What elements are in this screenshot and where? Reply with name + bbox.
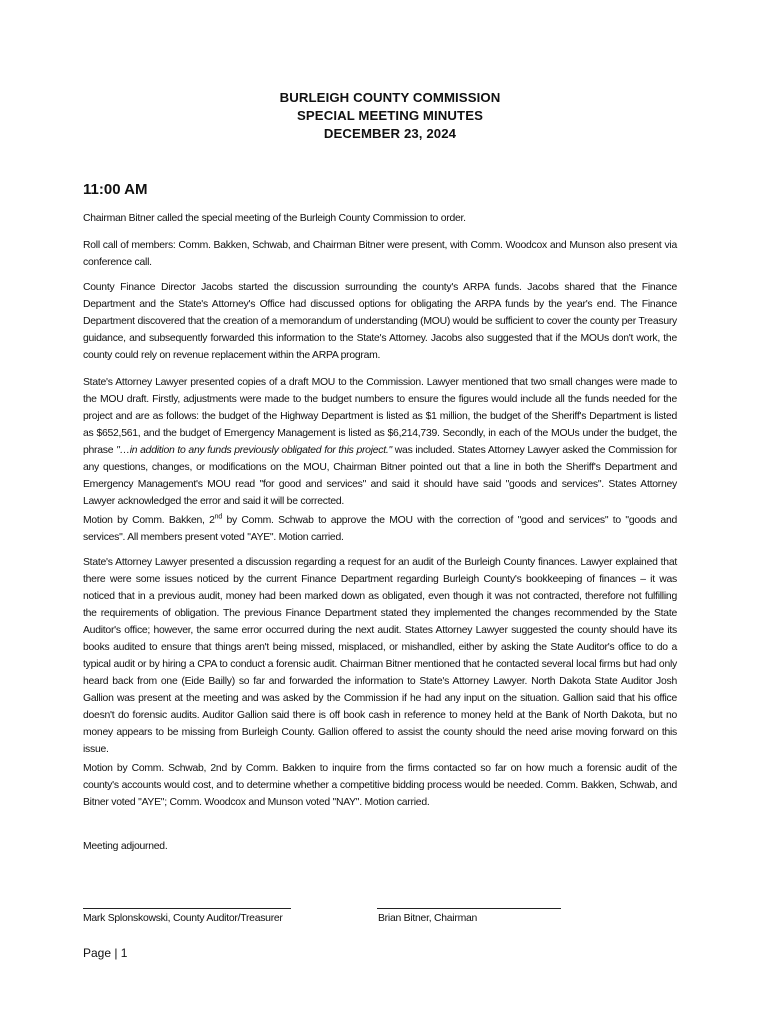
- header-commission-title: BURLEIGH COUNTY COMMISSION: [279, 90, 501, 105]
- page-number: Page | 1: [83, 946, 128, 960]
- motion-mou-text-start: Motion by Comm. Bakken, 2: [83, 515, 215, 526]
- chairman-signature-name: Brian Bitner, Chairman: [378, 913, 478, 924]
- paragraph-motion-mou: [83, 512, 677, 546]
- mou-draft-text-end: was included. States Attorney Lawyer asked the Commission for any questions, changes, or modifications on the MOU, Chairman Bitner pointed out that a line in both the Sheriff's Department and Emergency Management's MOU read "for good and services" and said it should have said "goods and services". States Attorney Lawyer acknowledged the error and said it will be corrected.: [83, 445, 677, 507]
- meeting-time-heading: 11:00 AM: [83, 181, 148, 198]
- mou-draft-quoted-phrase: "…in addition to any funds previously obligated for this project.": [116, 445, 392, 456]
- paragraph-mou-draft: [83, 374, 677, 510]
- paragraph-roll-call: Roll call of members: Comm. Bakken, Schwab, and Chairman Bitner were present, with Comm. Woodcox and Munson also present via conference call.: [83, 240, 677, 268]
- paragraph-motion-audit: Motion by Comm. Schwab, 2nd by Comm. Bakken to inquire from the firms contacted so far on how much a forensic audit of the county's accounts would cost, and to determine whether a competitive bidding process would be needed. Comm. Bakken, Schwab, and Bitner voted "AYE"; Comm. Woodcox and Munson voted "NAY". Motion carried.: [83, 763, 677, 808]
- mou-draft-text-start: State's Attorney Lawyer presented copies of a draft MOU to the Commission. Lawyer mentioned that two small changes were made to the MOU draft. Firstly, adjustments were made to the budget numbers to ensure the figures would include all the funds needed for the project and are as follows: the budget of the Highway Department is listed as $1 million, the budget of the Sheriff's Department is listed as $652,561, and the budget of Emergency Management is listed as $6,214,739. Secondly, in each of the MOUs under the budget, the phrase: [83, 377, 677, 456]
- header-meeting-date: DECEMBER 23, 2024: [323, 126, 457, 141]
- document-header: [0, 89, 770, 143]
- ordinal-suffix: nd: [214, 513, 222, 521]
- auditor-signature-name: Mark Splonskowski, County Auditor/Treasurer: [83, 913, 283, 924]
- motion-mou-text-end: by Comm. Schwab to approve the MOU with the correction of "good and services" to "goods and services". All members present voted "AYE". Motion carried.: [83, 515, 677, 543]
- header-meeting-type: SPECIAL MEETING MINUTES: [297, 108, 483, 123]
- auditor-signature-line: [83, 908, 291, 909]
- paragraph-arpa-funds: County Finance Director Jacobs started the discussion surrounding the county's ARPA funds. Jacobs shared that the Finance Department and the State's Attorney's Office had discussed options for obligating the ARPA funds by the year's end. The Finance Department discovered that the creation of a memorandum of understanding (MOU) would be sufficient to cover the county per Treasury guidance, and subsequently forwarded this information to the State's Attorney. Jacobs also suggested that if the MOUs don't work, the county could rely on revenue replacement within the ARPA program.: [83, 282, 677, 361]
- paragraph-audit-discussion: State's Attorney Lawyer presented a discussion regarding a request for an audit of the Burleigh County finances. Lawyer explained that there were some issues noticed by the current Finance Department regarding Burleigh County's bookkeeping of finances – it was noticed that in a previous audit, money had been marked down as obligated, even though it was not contracted, therefore not fulfilling the requirements of obligation. The previous Finance Department stated they implemented the changes recommended by the State Auditor's office; however, the same error occurred during the next audit. States Attorney Lawyer suggested the county should have its books audited to ensure that things aren't being missed, misplaced, or mishandled, either by asking the State Auditor's office to do a typical audit or by hiring a CPA to conduct a forensic audit. Chairman Bitner mentioned that he contacted several local firms but had only heard back from one (Eide Bailly) so far and forwarded the information to State's Attorney Lawyer. North Dakota State Auditor Josh Gallion was present at the meeting and was asked by the Commission if he had any input on the situation. Gallion said that his office doesn't do forensic audits. Auditor Gallion said there is off book cash in reference to money held at the Bank of North Dakota, but no money appears to be missing from Burleigh County. Gallion offered to assist the county should the need arise moving forward on this issue.: [83, 557, 677, 755]
- paragraph-call-to-order: Chairman Bitner called the special meeting of the Burleigh County Commission to order.: [83, 213, 466, 224]
- chairman-signature-line: [377, 908, 561, 909]
- paragraph-adjourned: Meeting adjourned.: [83, 841, 168, 852]
